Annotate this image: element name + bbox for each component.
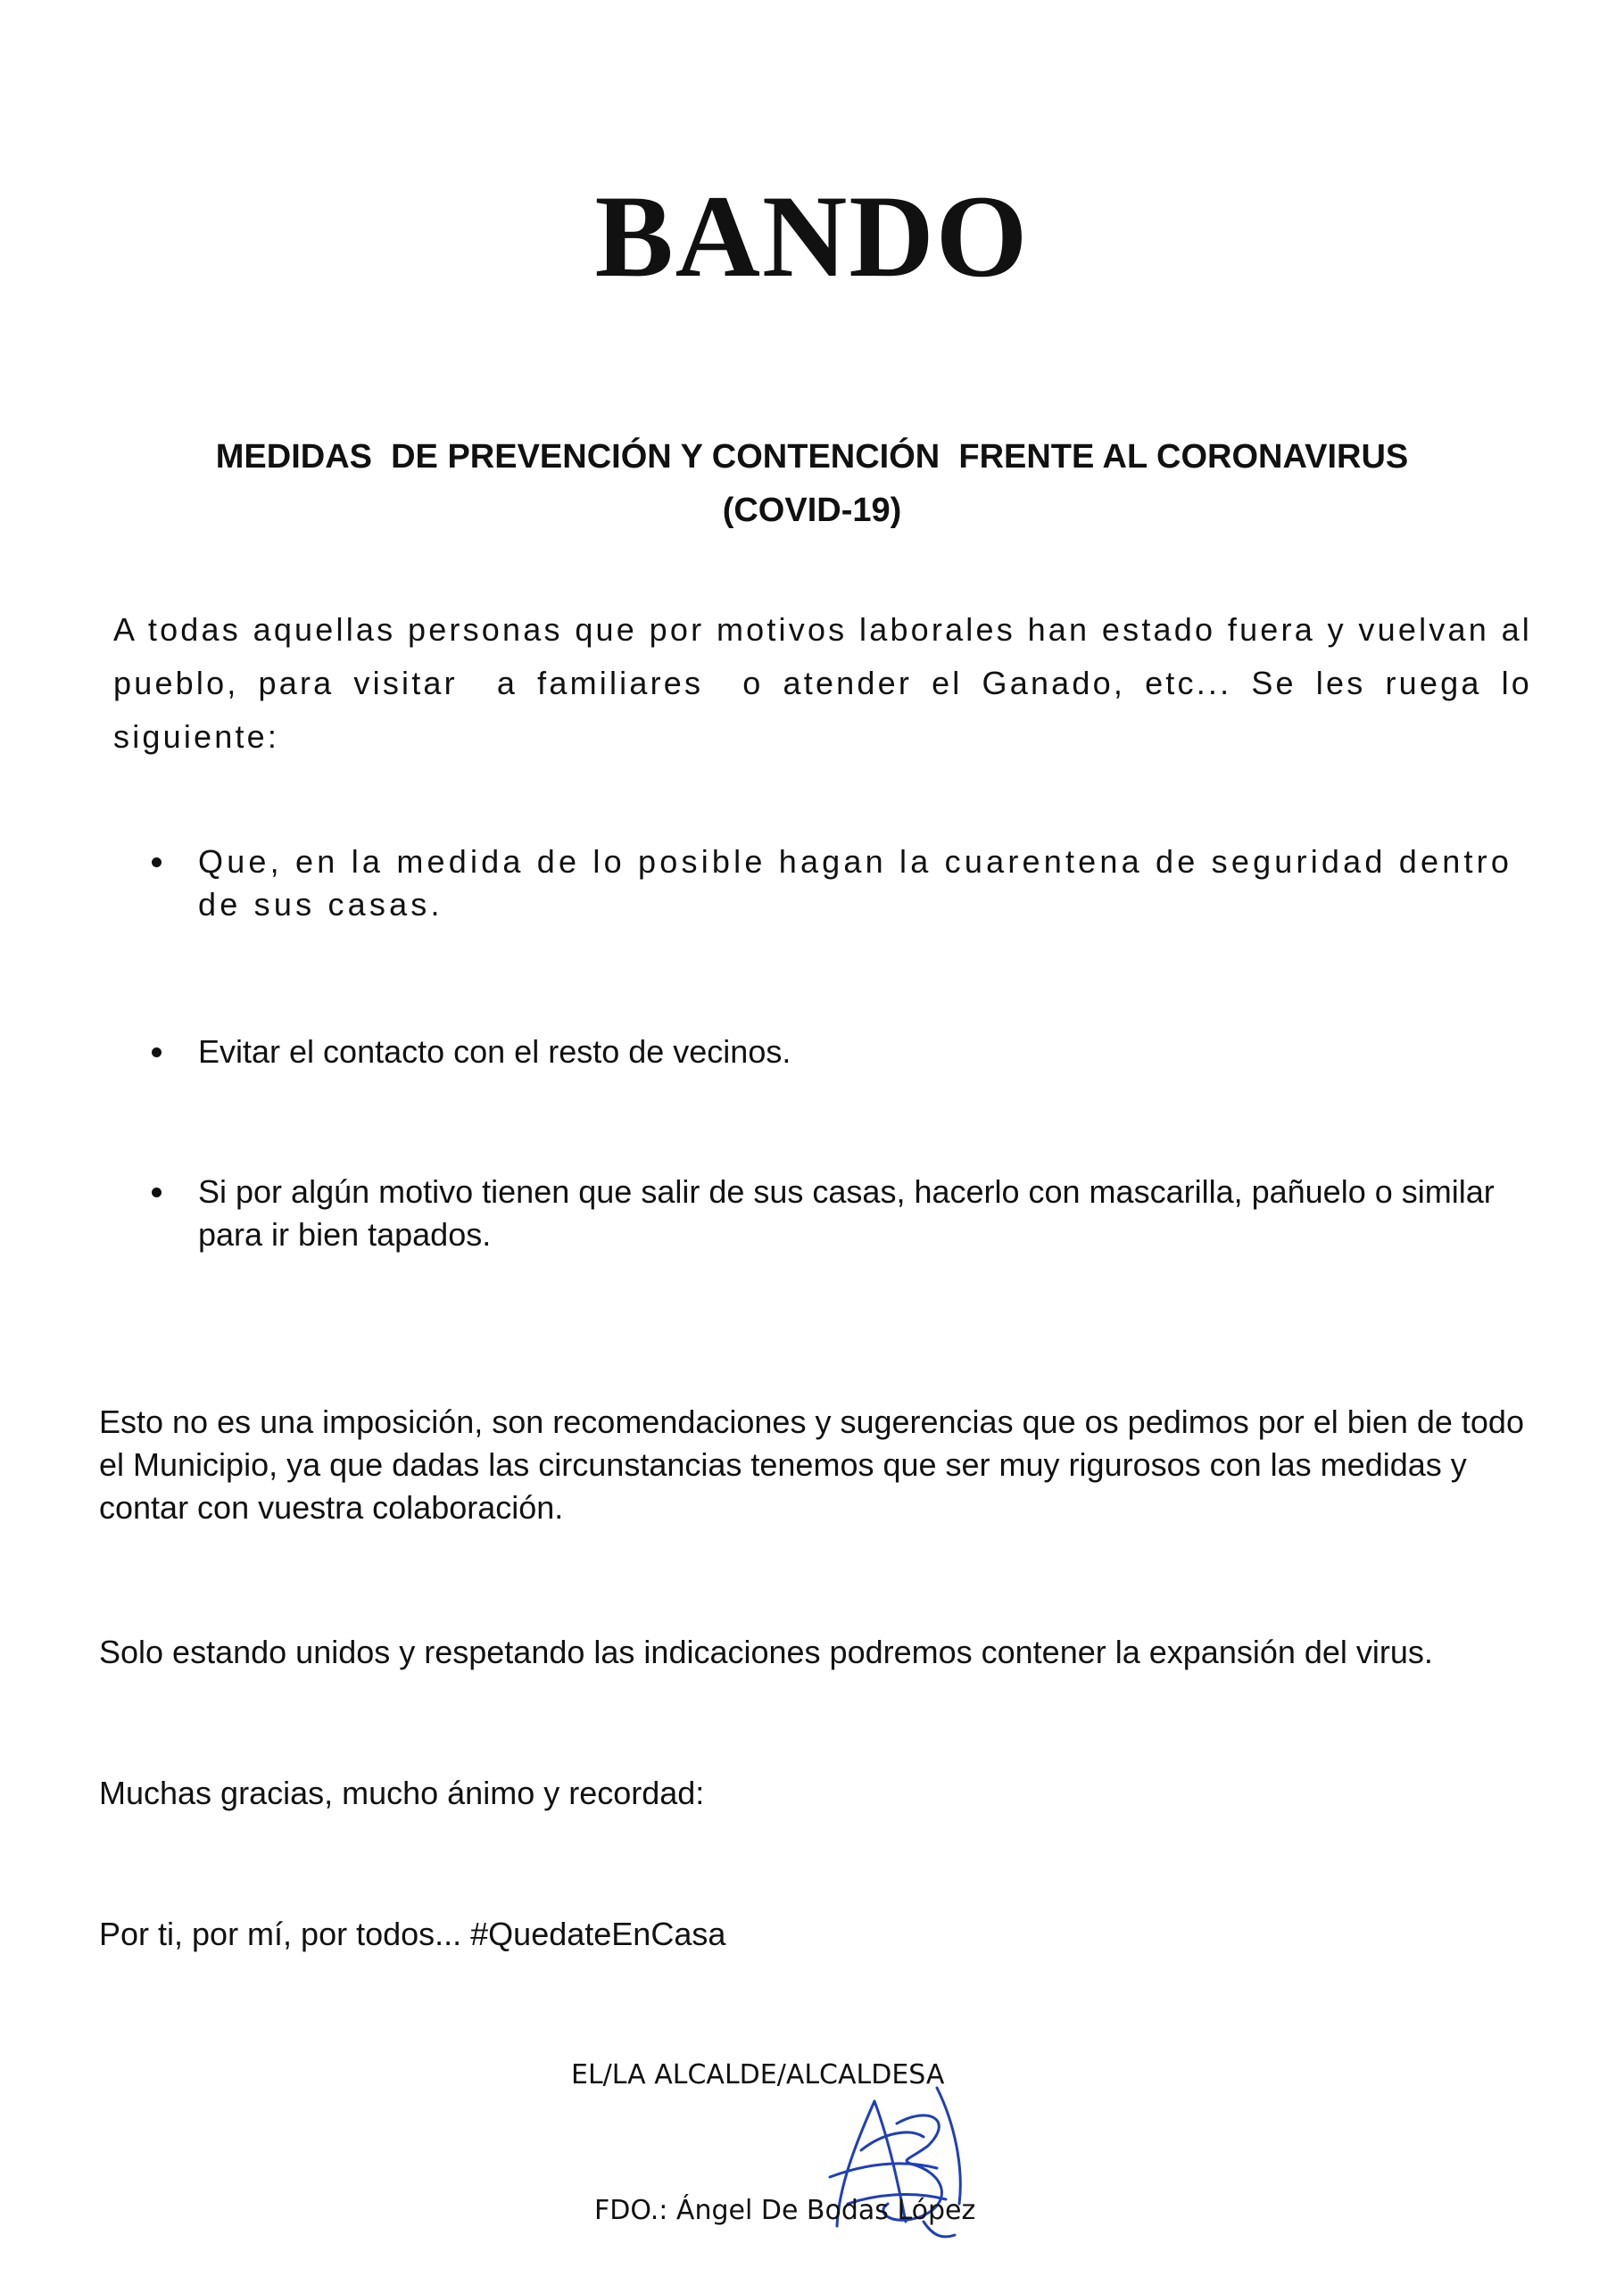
bullet-icon: [152, 1188, 162, 1197]
body-paragraph: Esto no es una imposición, son recomendaciones y sugerencias que os pedimos por el bien de todo el Municipio, ya que dadas las circunstancias tenemos que ser muy rigurosos con las medidas y contar con vuestra colaboración.: [99, 1403, 1524, 1526]
bullet-icon: [152, 1047, 162, 1057]
intro-paragraph: A todas aquellas personas que por motivos laborales han estado fuera y vuelvan al pueblo, para visitar a familiares o atender el Ganado, etc... Se les ruega lo siguiente:: [113, 611, 1545, 755]
signature-name: FDO.: Ángel De Bodas López: [594, 2195, 976, 2226]
subtitle-line-2: (COVID-19): [722, 492, 902, 529]
document-title: BANDO: [594, 170, 1030, 302]
list-item: [198, 1031, 1537, 1073]
list-item-text: Que, en la medida de lo posible hagan la cuarentena de seguridad dentro de sus casas.: [198, 843, 1513, 923]
signature-role: EL/LA ALCALDE/ALCALDESA: [571, 2059, 945, 2090]
list-item-text: Si por algún motivo tienen que salir de sus casas, hacerlo con mascarilla, pañuelo o similar para ir bien tapados.: [198, 1173, 1495, 1253]
document-subtitle: [143, 430, 1481, 537]
body-paragraph: Muchas gracias, mucho ánimo y recordad:: [99, 1775, 705, 1811]
list-item: [198, 1171, 1537, 1256]
list-item: [198, 840, 1537, 926]
bullet-icon: [152, 857, 162, 867]
subtitle-line-1: MEDIDAS DE PREVENCIÓN Y CONTENCIÓN FRENTE AL CORONAVIRUS: [215, 438, 1409, 476]
list-item-text: Evitar el contacto con el resto de vecinos.: [198, 1033, 791, 1070]
body-paragraph: Solo estando unidos y respetando las indicaciones podremos contener la expansión del virus.: [99, 1634, 1433, 1670]
closing-slogan: Por ti, por mí, por todos... #QuedateEnCasa: [99, 1916, 726, 1952]
